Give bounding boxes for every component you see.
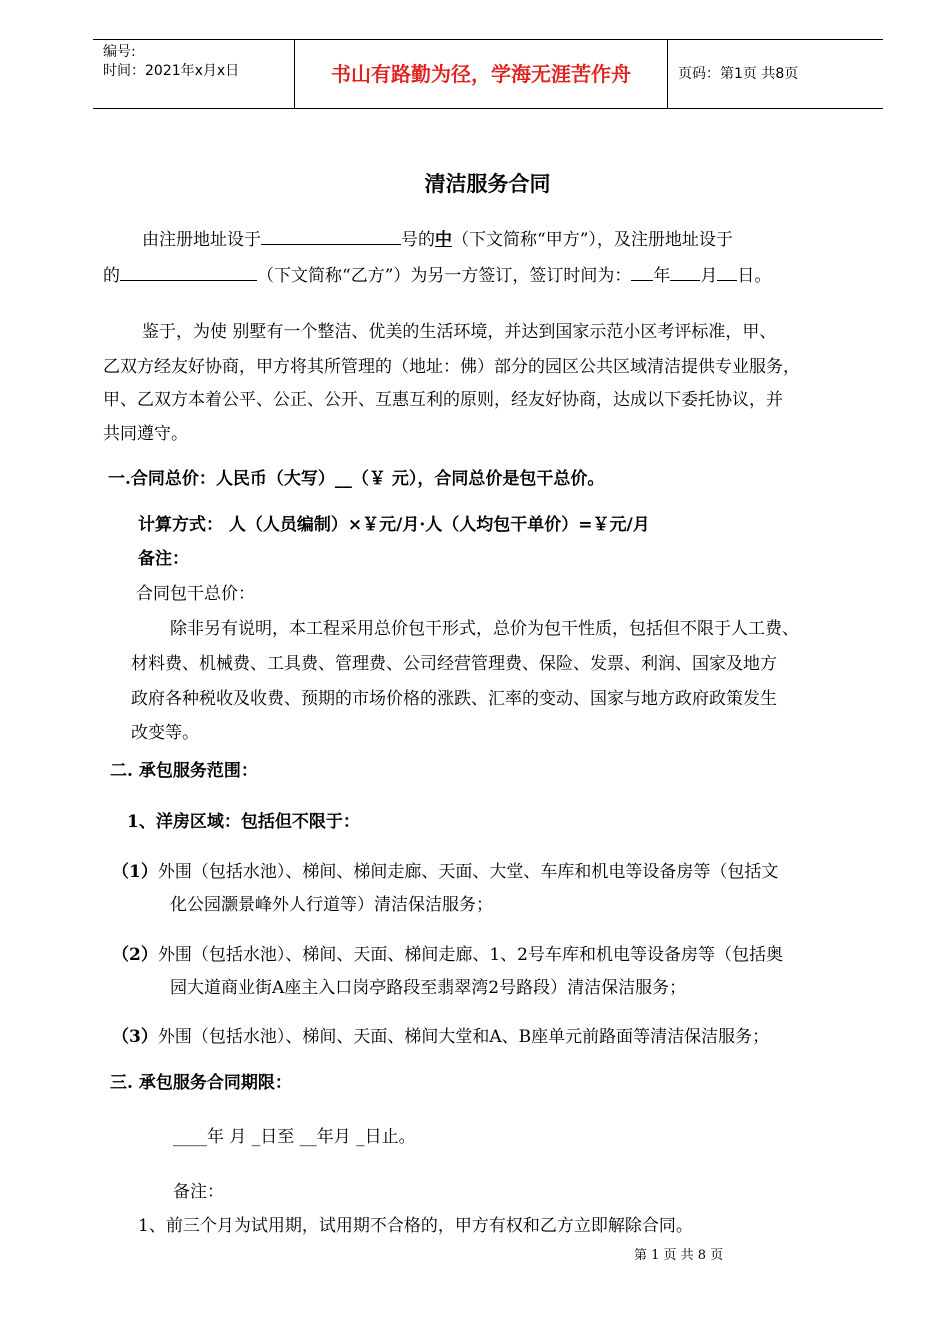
document-number-label: 编号: [103, 44, 136, 60]
blank-address-party-a [261, 228, 401, 245]
header-page-number: 页码：第1页 共8页 [678, 66, 799, 82]
scope-item-3 [112, 1026, 769, 1048]
intro-text: 年 [653, 266, 671, 286]
section-1-heading: 一.合同总价：人民币（大写）__（￥ 元），合同总价是包干总价。 [108, 469, 605, 489]
scope-item-text: 外围（包括水池）、梯间、天面、梯间大堂和A、B座单元前路面等清洁保洁服务； [157, 1027, 770, 1047]
intro-text: 由注册地址设于 [142, 230, 261, 250]
section-3-heading: 三. 承包服务合同期限： [110, 1073, 292, 1093]
paragraph-line: 鉴于，为使 别墅有一个整洁、优美的生活环境，并达到国家示范小区考评标准，甲、 [142, 322, 777, 342]
intro-text: 的 [103, 266, 120, 286]
intro-text: 号的 [401, 230, 435, 250]
paragraph-line: 乙双方经友好协商，甲方将其所管理的（地址：佛）部分的园区公共区域清洁提供专业服务， [103, 357, 800, 377]
scope-item-1 [112, 861, 778, 883]
scope-item-1-cont: 化公园灏景峰外人行道等）清洁保洁服务； [170, 895, 493, 915]
paragraph-line: 甲、乙双方本着公平、公正、公开、互惠互利的原则，经友好协商，达成以下委托协议，并 [103, 390, 783, 410]
page-footer: 第 1 页 共 8 页 [634, 1248, 724, 1263]
scope-item-number: （3） [112, 1027, 158, 1047]
section-2-heading: 二. 承包服务范围： [110, 761, 258, 781]
section-3-note-label: 备注： [173, 1182, 224, 1202]
lump-sum-line: 政府各种税收及收费、预期的市场价格的涨跌、汇率的变动、国家与地方政府政策发生 [131, 689, 777, 709]
header-motto: 书山有路勤为径，学海无涯苦作舟 [331, 62, 631, 86]
header-table [93, 39, 883, 109]
intro-text: （下文简称“乙方”）为另一方签订，签订时间为： [257, 266, 632, 286]
paragraph-line: 共同遵守。 [103, 424, 188, 444]
intro-text: （下文简称“甲方”），及注册地址设于 [452, 230, 733, 250]
intro-line-1 [142, 228, 733, 251]
section-3-note-item: 1、前三个月为试用期，试用期不合格的，甲方有权和乙方立即解除合同。 [138, 1216, 693, 1236]
scope-item-number: （2） [112, 945, 158, 965]
blank-day [717, 264, 737, 281]
scope-item-number: （1） [112, 862, 158, 882]
lump-sum-line: 改变等。 [131, 723, 199, 743]
scope-item-2 [112, 944, 783, 966]
calculation-method: 计算方式： 人（人员编制）×￥元/月·人（人均包干单价）=￥元/月 [138, 515, 650, 535]
lump-sum-line: 材料费、机械费、工具费、管理费、公司经营管理费、保险、发票、利润、国家及地方 [131, 654, 777, 674]
lump-sum-line: 除非另有说明，本工程采用总价包干形式，总价为包干性质，包括但不限于人工费、 [170, 619, 799, 639]
section-2-subheading: 1、洋房区域：包括但不限于： [127, 812, 360, 832]
document-time-label: 时间：2021年x月x日 [103, 63, 240, 79]
section-1-note-label: 备注： [138, 549, 189, 569]
header-page-cell [668, 40, 883, 108]
contract-period: ____年 月 _日至 __年月 _日止。 [173, 1127, 416, 1147]
blank-address-party-b [120, 264, 257, 281]
intro-text: 日。 [737, 266, 772, 286]
blank-year [631, 264, 653, 281]
intro-text: 月 [700, 266, 718, 286]
document-title: 清洁服务合同 [424, 171, 551, 196]
intro-line-2 [103, 264, 771, 287]
lump-sum-label: 合同包干总价： [136, 584, 255, 604]
intro-text: 中 [435, 230, 452, 250]
scope-item-text: 外围（包括水池）、梯间、梯间走廊、天面、大堂、车库和机电等设备房等（包括文 [157, 862, 779, 882]
blank-month [670, 264, 700, 281]
header-meta-cell [93, 40, 295, 108]
header-motto-cell [295, 40, 668, 108]
scope-item-text: 外围（包括水池）、梯间、天面、梯间走廊、1、2号车库和机电等设备房等（包括奥 [157, 945, 783, 965]
scope-item-2-cont: 园大道商业街A座主入口岗亭路段至翡翠湾2号路段）清洁保洁服务； [170, 978, 687, 998]
